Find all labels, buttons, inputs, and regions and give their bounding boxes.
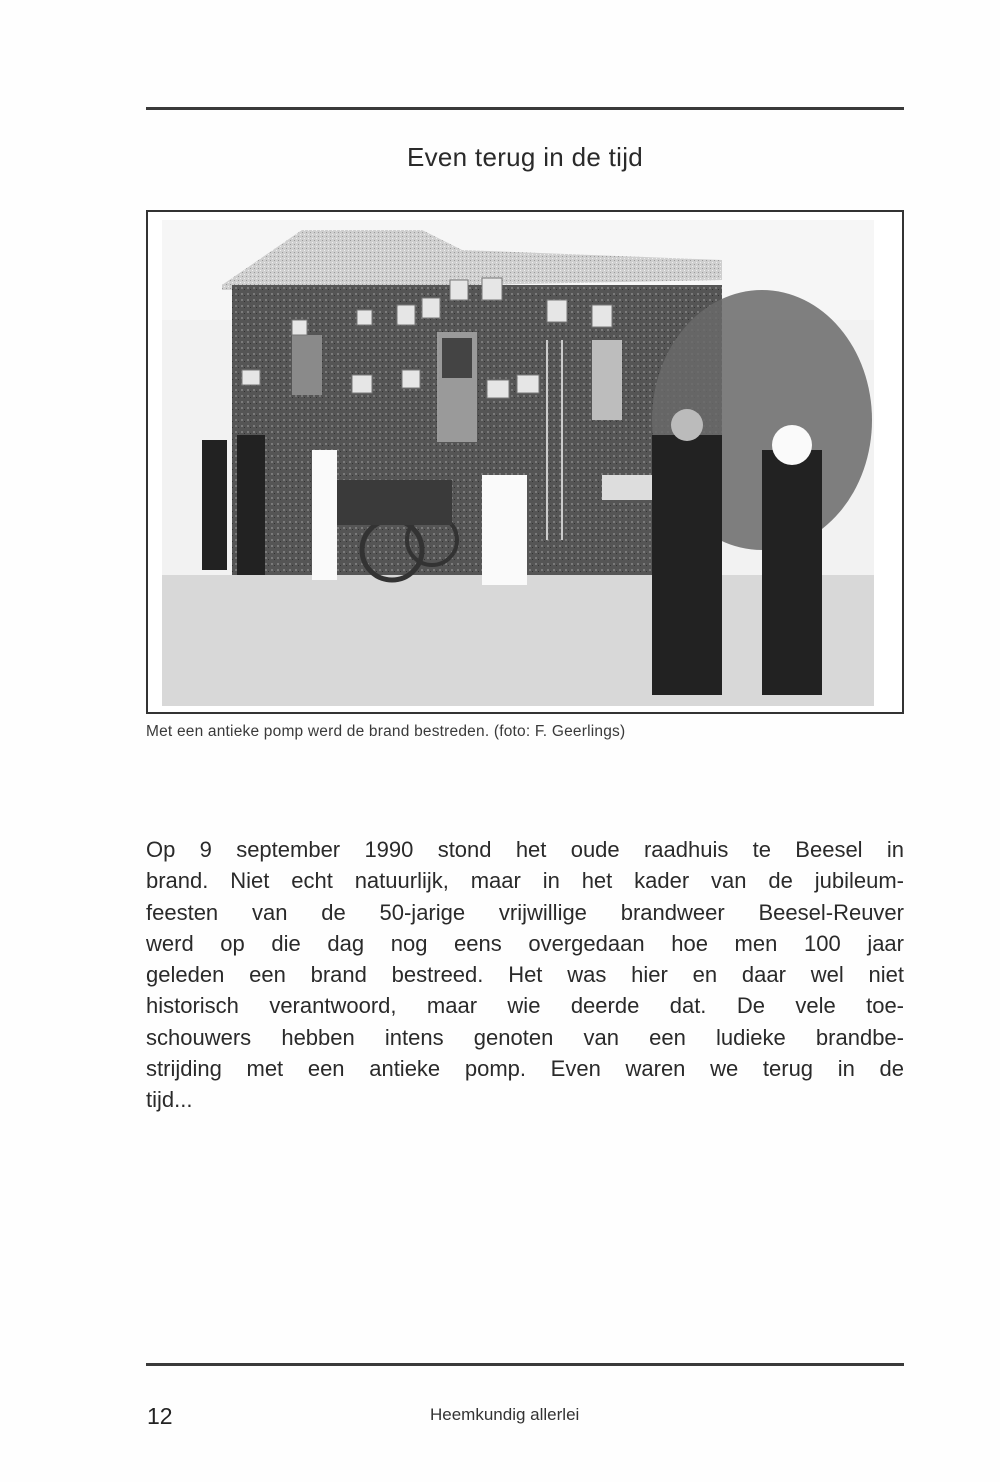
bottom-rule: [146, 1363, 904, 1366]
photo-caption: Met een antieke pomp werd de brand bestreden. (foto: F. Geerlings): [146, 723, 626, 740]
article-line: feesten van de 50-jarige vrijwillige brandweer Beesel-Reuver: [146, 899, 904, 925]
article-line: strijding met een antieke pomp. Even waren we terug in de: [146, 1056, 904, 1082]
article-line: geleden een brand bestreed. Het was hier en daar wel niet: [146, 962, 904, 988]
photo-frame: [146, 210, 904, 714]
article-line: brand. Niet echt natuurlijk, maar in het kader van de jubileum-: [146, 868, 904, 894]
photo-fire-brigade-demonstration: [162, 220, 874, 706]
article-body: [146, 834, 904, 1116]
article-line: Op 9 september 1990 stond het oude raadhuis te Beesel in: [146, 837, 904, 862]
article-line: historisch verantwoord, maar wie deerde dat. De vele toe-: [146, 993, 904, 1019]
article-line: schouwers hebben intens genoten van een ludieke brandbe-: [146, 1024, 904, 1050]
publication-title: Heemkundig allerlei: [430, 1405, 580, 1424]
page-number: 12: [147, 1403, 173, 1429]
page-title: Even terug in de tijd: [406, 142, 644, 172]
article-line: werd op die dag nog eens overgedaan hoe men 100 jaar: [146, 930, 904, 956]
article-line: tijd...: [146, 1087, 193, 1113]
top-rule: [146, 107, 904, 110]
